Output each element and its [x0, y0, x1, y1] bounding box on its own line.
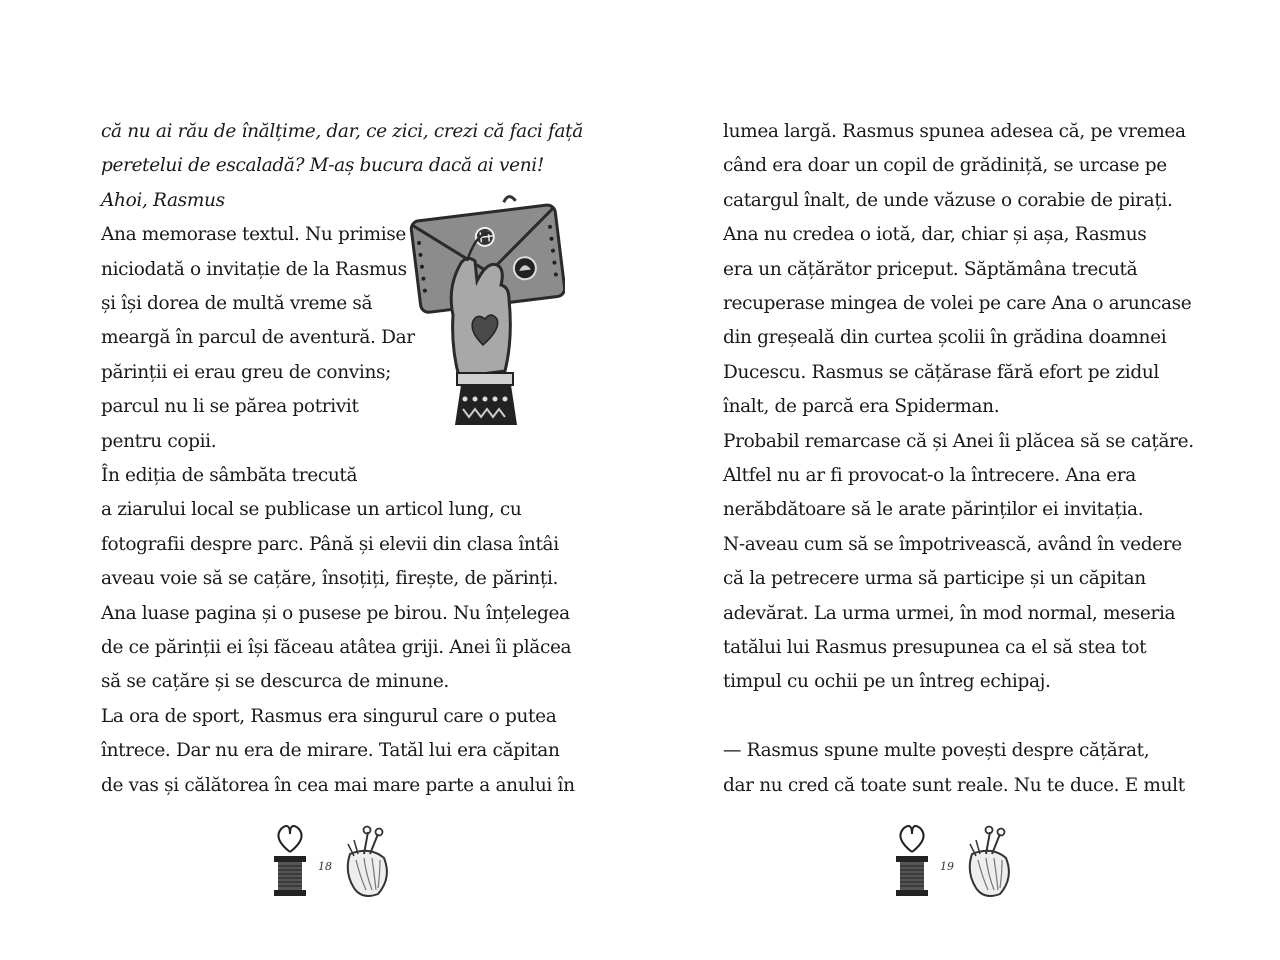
text-line: pentru copii.	[101, 430, 217, 452]
text-line: Ana memorase textul. Nu primise	[101, 224, 407, 246]
text-line: că la petrecere urma să participe și un căpitan	[723, 568, 1146, 590]
text-line: adevărat. La urma urmei, în mod normal, meseria	[723, 602, 1176, 624]
text-line: era un cățărător priceput. Săptămâna trecută	[723, 258, 1138, 280]
text-line: aveau voie să se cațăre, însoțiți, firește, de părinți.	[101, 568, 559, 590]
text-line: înalt, de parcă era Spiderman.	[723, 396, 1000, 418]
text-line: N-aveau cum să se împotrivească, având în vedere	[723, 533, 1182, 555]
text-line: că nu ai rău de înălțime, dar, ce zici, crezi că faci față	[101, 121, 583, 142]
text-line: În ediția de sâmbăta trecută	[101, 465, 358, 486]
text-line: meargă în parcul de aventură. Dar	[101, 327, 415, 349]
thread-spool-heart-icon	[892, 822, 932, 898]
text-line: de vas și călătorea în cea mai mare parte a anului în	[101, 774, 575, 796]
page-number: 18	[318, 860, 332, 873]
text-line: când era doar un copil de grădiniță, se urcase pe	[723, 155, 1167, 177]
text-line: La ora de sport, Rasmus era singurul care o putea	[101, 705, 557, 727]
text-line: peretelui de escaladă? M-aș bucura dacă ai veni!	[101, 155, 544, 177]
text-line: timpul cu ochii pe un întreg echipaj.	[723, 671, 1051, 693]
text-line: lumea largă. Rasmus spunea adesea că, pe vremea	[723, 121, 1186, 142]
text-line: — Rasmus spune multe povești despre cățărat,	[723, 740, 1150, 762]
text-line: Ahoi, Rasmus	[101, 189, 225, 211]
hand-holding-envelope-icon	[405, 195, 565, 435]
page-number: 19	[940, 860, 954, 873]
text-line: niciodată o invitație de la Rasmus	[101, 258, 407, 280]
text-line: parcul nu li se părea potrivit	[101, 396, 359, 418]
text-line: Probabil remarcase că și Anei îi plăcea să se cațăre.	[723, 430, 1194, 452]
text-line: nerăbdătoare să le arate părinților ei invitația.	[723, 499, 1144, 521]
text-line: de ce părinții ei își făceau atâtea griji. Anei îi plăcea	[101, 637, 572, 658]
text-line: Ana nu credea o iotă, dar, chiar și așa, Rasmus	[723, 224, 1147, 246]
right-page	[640, 0, 1280, 960]
text-line: a ziarului local se publicase un articol lung, cu	[101, 499, 522, 521]
text-line: să se cațăre și se descurca de minune.	[101, 671, 449, 693]
text-line: părinții ei erau greu de convins;	[101, 361, 392, 383]
text-line: recuperase mingea de volei pe care Ana o aruncase	[723, 293, 1192, 314]
text-line: catargul înalt, de unde văzuse o corabie de pirați.	[723, 189, 1173, 211]
text-line: din greșeală din curtea școlii în grădina doamnei	[723, 327, 1167, 349]
text-line: fotografii despre parc. Până și elevii din clasa întâi	[101, 533, 559, 555]
text-line: dar nu cred că toate sunt reale. Nu te duce. E mult	[723, 774, 1185, 796]
pincushion-scissors-icon	[962, 824, 1014, 898]
text-line: întrece. Dar nu era de mirare. Tatăl lui era căpitan	[101, 740, 560, 762]
right-page-footer	[892, 822, 1022, 902]
text-line: și își dorea de multă vreme să	[101, 293, 373, 314]
text-line: Ana luase pagina și o pusese pe birou. Nu înțelegea	[101, 602, 570, 624]
text-line: tatălui lui Rasmus presupunea ca el să stea tot	[723, 637, 1147, 658]
text-line: Ducescu. Rasmus se cățărase fără efort pe zidul	[723, 361, 1159, 383]
text-line: Altfel nu ar fi provocat-o la întrecere. Ana era	[723, 465, 1136, 486]
left-page-footer	[270, 822, 400, 902]
pincushion-scissors-icon	[340, 824, 392, 898]
thread-spool-heart-icon	[270, 822, 310, 898]
